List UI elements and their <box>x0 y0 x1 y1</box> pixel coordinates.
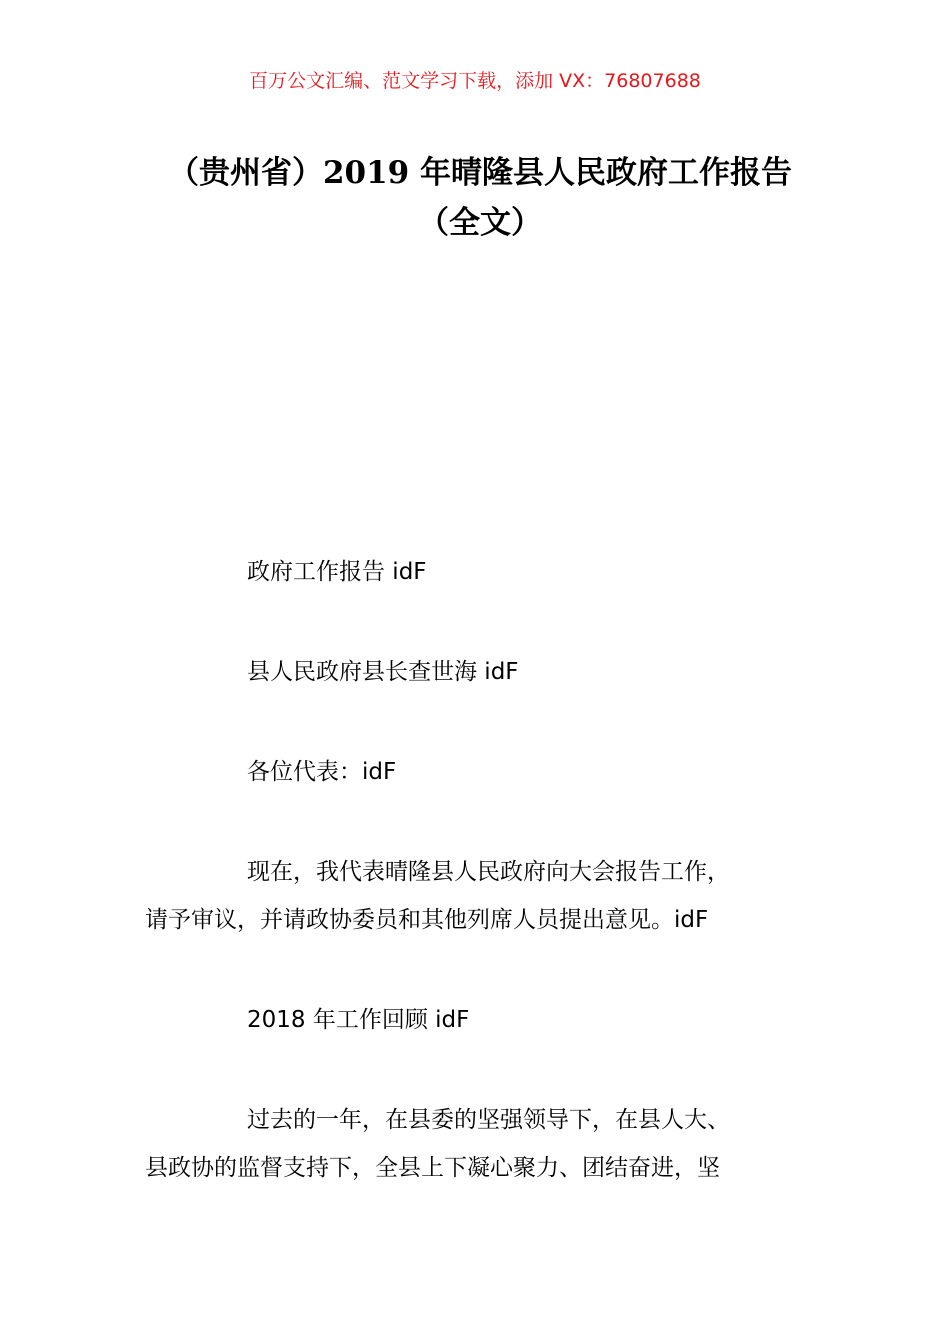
paragraph-report-heading: 政府工作报告 idF <box>247 559 427 585</box>
paragraph-section-heading: 2018 年工作回顾 idF <box>247 1007 470 1033</box>
document-title: （贵州省）2019 年晴隆县人民政府工作报告（全文） <box>167 155 793 241</box>
paragraph-author: 县人民政府县长查世海 idF <box>247 659 519 685</box>
paragraph-review-line-1: 过去的一年，在县委的坚强领导下，在县人大、 <box>247 1107 730 1133</box>
paragraph-salutation: 各位代表：idF <box>247 759 397 785</box>
header-promo-note: 百万公文汇编、范文学习下载，添加 VX：76807688 <box>249 70 701 92</box>
paragraph-review-line-2: 县政协的监督支持下，全县上下凝心聚力、团结奋进，坚 <box>145 1155 720 1181</box>
paragraph-intro-line-1: 现在，我代表晴隆县人民政府向大会报告工作， <box>247 859 730 885</box>
paragraph-intro-line-2: 请予审议，并请政协委员和其他列席人员提出意见。idF <box>145 907 709 933</box>
